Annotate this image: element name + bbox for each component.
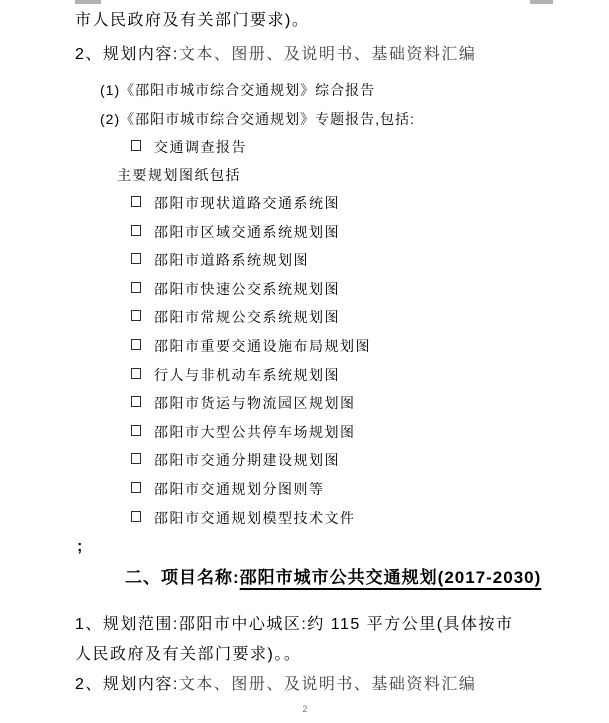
checkbox-icon (131, 196, 141, 207)
paragraph-plan-content-bottom (75, 671, 476, 694)
list-item (0, 450, 609, 479)
checkbox-icon (131, 511, 141, 522)
checkbox-icon (131, 396, 141, 407)
list-item (0, 336, 609, 365)
list-item-label: 邵阳市常规公交系统规划图 (154, 309, 340, 326)
checkbox-icon (131, 453, 141, 464)
plan-content-body: 文本、图册、及说明书、基础资料汇编 (178, 46, 477, 63)
list-item-label: 邵阳市区域交通系统规划图 (154, 223, 340, 240)
checkbox-icon (131, 140, 141, 151)
checkbox-icon (131, 253, 141, 264)
checkbox-icon (131, 310, 141, 321)
list-item (0, 250, 609, 279)
list-item (0, 365, 609, 394)
list-item (0, 307, 609, 336)
list-item (0, 479, 609, 508)
drawings-list (0, 193, 609, 536)
list-item-label: 行人与非机动车系统规划图 (154, 366, 340, 383)
plan-content-body: 文本、图册、及说明书、基础资料汇编 (178, 676, 477, 693)
checkbox-icon (131, 482, 141, 493)
list-item (0, 422, 609, 451)
list-item-label: 邵阳市现状道路交通系统图 (154, 195, 340, 211)
checkbox-icon (131, 425, 141, 436)
checkbox-icon (131, 282, 141, 293)
drawings-header: 主要规划图纸包括 (117, 167, 241, 183)
numbered-item-1: (1)《邵阳市城市综合交通规划》综合报告 (100, 82, 376, 98)
checkbox-icon (131, 368, 141, 379)
list-item (0, 508, 609, 537)
plan-content-prefix: 2、规划内容: (75, 676, 179, 693)
list-item-label: 邵阳市交通规划模型技术文件 (154, 509, 356, 526)
list-item (0, 393, 609, 422)
list-item (0, 222, 609, 251)
section-two-project-name: 邵阳市城市公共交通规划(2017-2030) (239, 568, 542, 587)
paragraph-intro-tail: 市人民政府及有关部门要求)。 (75, 12, 310, 29)
paragraph-scope-line2: 人民政府及有关部门要求)。。 (75, 646, 302, 663)
list-item-report (131, 137, 247, 157)
section-two-prefix: 二、项目名称: (125, 568, 240, 587)
list-item-label: 邵阳市交通分期建设规划图 (154, 452, 340, 469)
list-item-label: 邵阳市大型公共停车场规划图 (154, 423, 356, 440)
list-item-label: 邵阳市重要交通设施布局规划图 (154, 337, 371, 354)
plan-content-prefix: 2、规划内容: (75, 46, 179, 63)
page-number: 2 (302, 704, 308, 714)
paragraph-scope-line1: 1、规划范围:邵阳市中心城区:约 115 平方公里(具体按市 (75, 616, 514, 633)
checkbox-icon (131, 339, 141, 350)
section-two-title (125, 563, 541, 588)
numbered-item-2: (2)《邵阳市城市综合交通规划》专题报告,包括: (100, 111, 415, 127)
list-item-label: 邵阳市交通规划分图则等 (154, 480, 325, 497)
checkbox-icon (131, 225, 141, 236)
paragraph-plan-content-top (75, 41, 476, 64)
list-item (0, 279, 609, 308)
list-item-label: 邵阳市快速公交系统规划图 (154, 280, 340, 297)
list-item-label: 交通调查报告 (154, 139, 247, 155)
semicolon-line: ; (77, 538, 83, 555)
list-item (0, 193, 609, 222)
top-margin-marker-right (530, 0, 553, 4)
list-item-label: 邵阳市道路系统规划图 (154, 252, 309, 269)
top-margin-marker-left (75, 0, 101, 4)
list-item-label: 邵阳市货运与物流园区规划图 (154, 395, 356, 412)
